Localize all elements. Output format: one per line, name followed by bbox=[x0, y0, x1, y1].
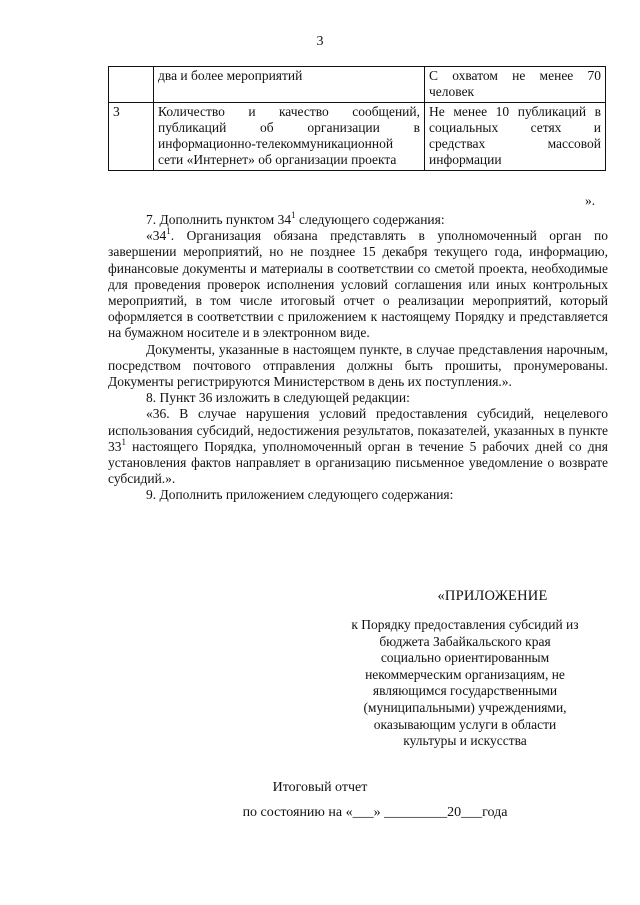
appendix-line: (муниципальными) учреждениями, bbox=[363, 699, 567, 715]
indicator-cell: два и более мероприятий bbox=[154, 67, 425, 103]
item-8-lead: 8. Пункт 36 изложить в следующей редакции: bbox=[146, 390, 410, 406]
appendix-header bbox=[330, 588, 600, 750]
value-text: С охватом не менее 70 человек bbox=[429, 68, 601, 99]
item-7-p1-text: . Организация обязана представлять в уполномоченный орган по завершении мероприятий, но не позднее 15 декабря текущего года, информацию, финансовые документы и материалы в соответствии со сметой проекта, необходимые для проведения проверок исполнения условий соглашения или иных контрольных мероприятий, в том числе итоговый отчет о реализации мероприятий, который оформляется в соответствии с приложением к настоящему Порядку и представляется на бумажном носителе и в электронном виде. bbox=[108, 228, 608, 341]
superscript: 1 bbox=[166, 226, 171, 237]
table-row bbox=[109, 103, 606, 171]
item-7-p1-start: «34 bbox=[146, 228, 167, 244]
item-8-paragraph bbox=[108, 406, 608, 487]
item-9-lead: 9. Дополнить приложением следующего содержания: bbox=[146, 487, 454, 503]
indicator-cell: Количество и качество сообщений, публикаций об организации в информационно-телекоммуникационной сети «Интернет» об организации проекта bbox=[154, 103, 425, 171]
report-date-line: по состоянию на «___» _________20___года bbox=[242, 805, 508, 820]
appendix-line: культуры и искусства bbox=[403, 733, 527, 749]
appendix-subtitle bbox=[330, 617, 600, 750]
appendix-line: к Порядку предоставления субсидий из bbox=[351, 617, 579, 632]
item-8-text: «36. В случае нарушения условий предоставления субсидий, нецелевого использования субсидий, недостижения результатов, показателей, указанных в пункте 33 bbox=[108, 406, 608, 454]
appendix-line: оказывающим услуги в области bbox=[373, 716, 557, 732]
table-row bbox=[109, 67, 606, 103]
row-number-cell bbox=[109, 67, 154, 103]
item-7-lead-text: 7. Дополнить пунктом 34 bbox=[146, 212, 292, 227]
table-closing-quote: ». bbox=[585, 193, 596, 208]
item-8-text-end: настоящего Порядка, уполномоченный орган в течение 5 рабочих дней со дня установления фактов направляет в организацию письменное уведомление о возврате субсидий.». bbox=[108, 438, 608, 487]
superscript: 1 bbox=[291, 210, 296, 220]
value-cell: Не менее 10 публикаций в социальных сетях и средствах массовой информации bbox=[425, 103, 606, 171]
superscript: 1 bbox=[121, 436, 126, 447]
item-7-paragraph-2: Документы, указанные в настоящем пункте, в случае представления нарочным, посредством почтового отправления должны быть прошиты, пронумерованы. Документы регистрируются Министерством в день их поступления.». bbox=[108, 341, 608, 390]
row-number-cell: 3 bbox=[109, 103, 154, 171]
item-7-paragraph-1 bbox=[108, 228, 608, 341]
appendix-line: являющимся государственными bbox=[372, 683, 558, 699]
value-cell bbox=[425, 67, 606, 103]
appendix-title: «ПРИЛОЖЕНИЕ bbox=[437, 588, 548, 604]
appendix-line: некоммерческим организациям, не bbox=[365, 666, 565, 682]
page-number: 3 bbox=[316, 34, 324, 49]
item-7-lead bbox=[108, 212, 608, 228]
report-title: Итоговый отчет bbox=[272, 780, 368, 795]
appendix-line: социально ориентированным bbox=[380, 650, 550, 666]
item-7-lead-text-end: следующего содержания: bbox=[295, 212, 445, 227]
document-body bbox=[108, 212, 608, 504]
indicators-table bbox=[108, 66, 606, 171]
appendix-line: бюджета Забайкальского края bbox=[379, 633, 551, 649]
